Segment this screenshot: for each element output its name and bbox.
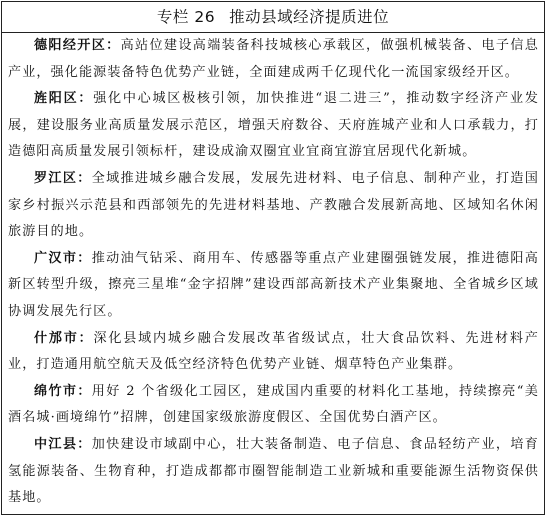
- entry-jingyang-district: [8, 86, 539, 166]
- entry-zhongjiang-county: [8, 432, 539, 512]
- panel-number: 专栏 26: [156, 8, 216, 26]
- entry-guanghan-city: [8, 246, 539, 326]
- panel-title: 推动县域经济提质进位: [229, 8, 390, 26]
- entry-text: 加快建设市域副中心，壮大装备制造、电子信息、食品轻纺产业，培育氢能源装备、生物育种，打造成都都市圈智能制造工业新城和重要能源生活物资保供基地。: [8, 436, 539, 506]
- entry-shifang-city: [8, 326, 539, 379]
- entry-text: 深化县域内城乡融合发展改革省级试点，壮大食品饮料、先进材料产业，打造通用航空航天及低空经济特色优势产业链、烟草特色产业集群。: [8, 330, 540, 373]
- entry-name: 什邡市：: [34, 330, 94, 346]
- entry-mianzhu-city: [8, 379, 539, 432]
- entry-name: 罗江区：: [34, 170, 92, 186]
- entry-name: 绵竹市：: [34, 383, 92, 399]
- entry-name: 广汉市：: [34, 250, 92, 266]
- entry-luojiang-district: [8, 166, 539, 246]
- entry-text: 推动油气钻采、商用车、传感器等重点产业建圈强链发展，推进德阳高新区转型升级，擦亮三星堆“金字招牌”建设西部高新技术产业集聚地、全省城乡区域协调发展先行区。: [8, 250, 539, 319]
- entry-text: 强化中心城区极核引领，加快推进“退二进三”，推动数字经济产业发展，建设服务业高质量发展示范区，增强天府数谷、天府旌城产业和人口承载力，打造德阳高质量发展引领标杆，建设成渝双圈宜业宜商宜游宜居现代化新城。: [8, 91, 539, 160]
- entry-name: 德阳经开区：: [34, 38, 121, 53]
- panel-content: [2, 33, 544, 512]
- entry-text: 全域推进城乡融合发展，发展先进材料、电子信息、制种产业，打造国家乡村振兴示范县和西部领先的先进材料基地、产教融合发展新高地、区域知名休闲旅游目的地。: [8, 170, 539, 240]
- panel-title-bar: [2, 2, 544, 33]
- entry-name: 中江县：: [34, 436, 92, 452]
- entry-text: 高站位建设高端装备科技城核心承载区，做强机械装备、电子信息产业，强化能源装备特色优势产业链，全面建成两千亿现代化一流国家级经开区。: [8, 38, 539, 80]
- entry-text: 用好 2 个省级化工园区，建成国内重要的材料化工基地，持续擦亮“美酒名城·画境绵竹”招牌，创建国家级旅游度假区、全国优势白酒产区。: [8, 383, 539, 426]
- entry-deyang-economic-zone: [8, 33, 539, 86]
- column-panel: [1, 1, 545, 515]
- entry-name: 旌阳区：: [34, 91, 94, 107]
